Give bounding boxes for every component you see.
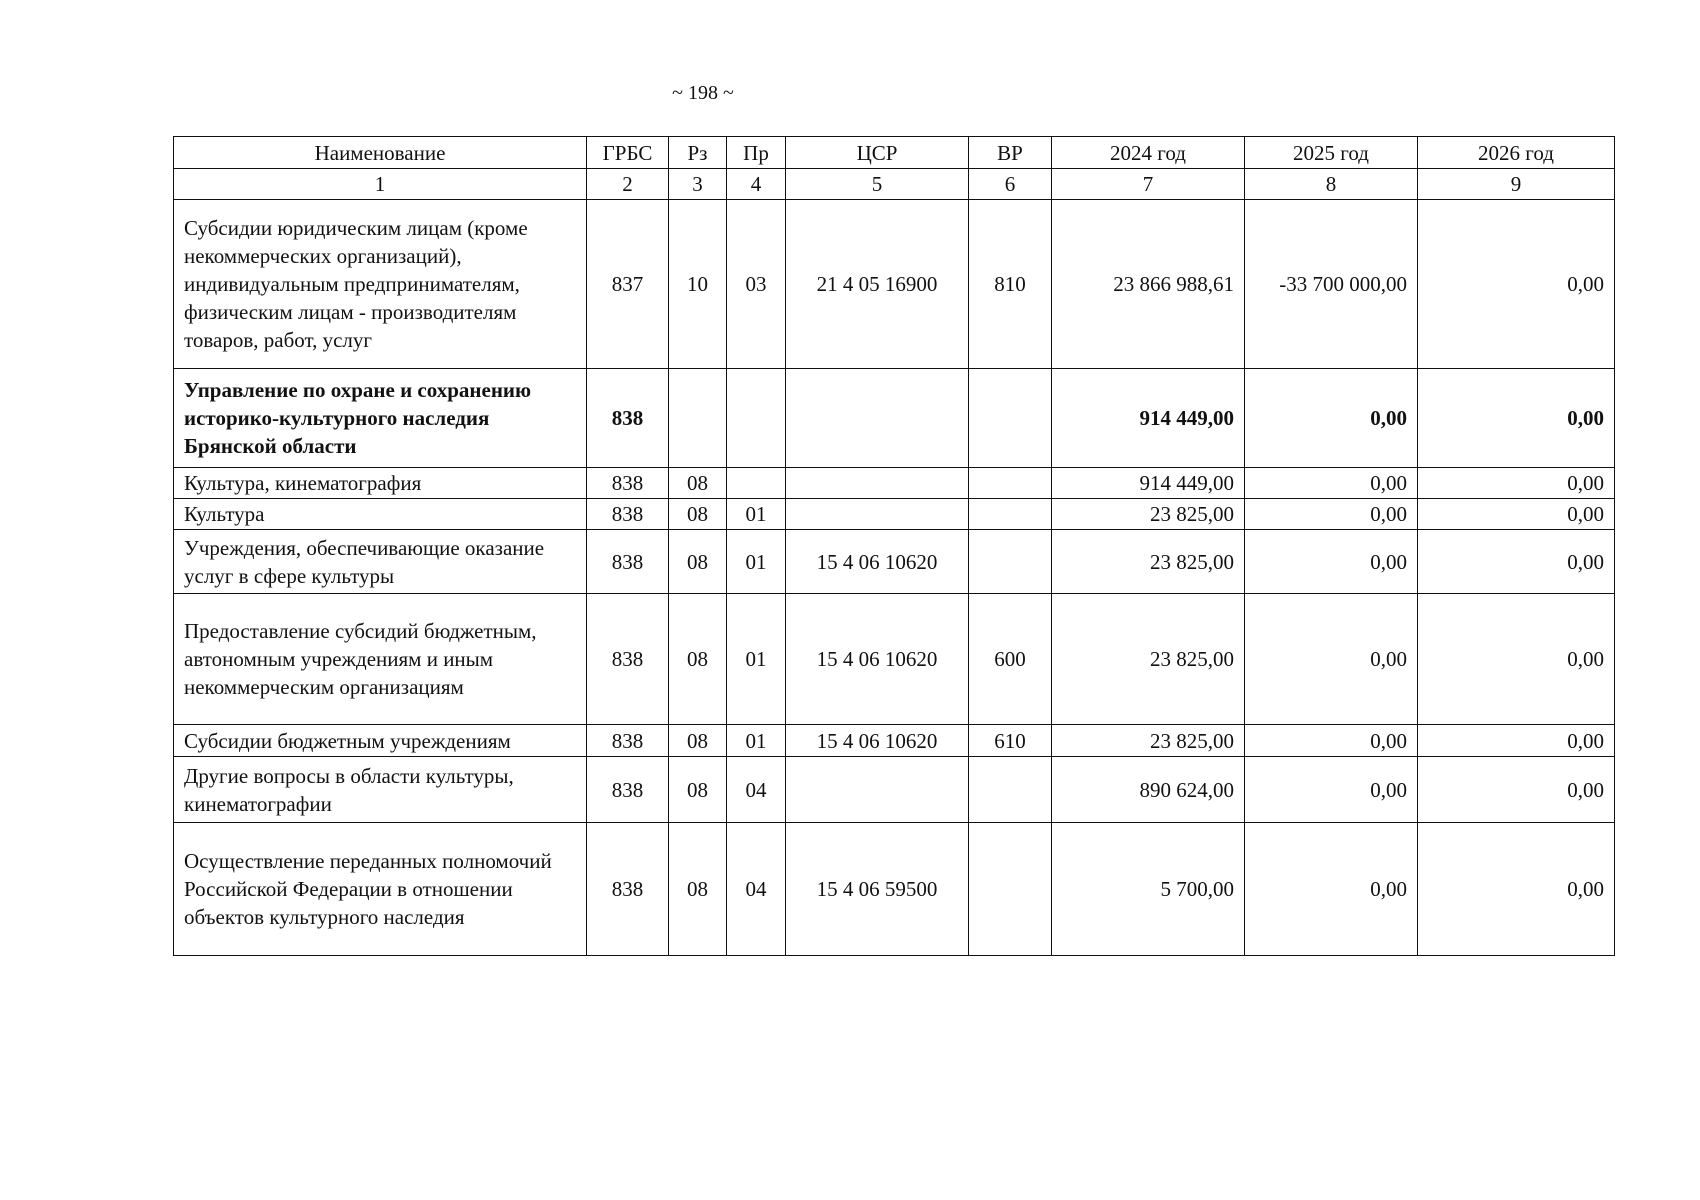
row-name: Субсидии юридическим лицам (кроме некоммерческих организаций), индивидуальным предпринимателям, физическим лицам - производителям товаров, работ, услуг (174, 200, 587, 369)
row-2024: 890 624,00 (1052, 757, 1245, 823)
column-number: 6 (969, 169, 1052, 200)
row-2026: 0,00 (1418, 200, 1615, 369)
table-row (174, 530, 1615, 594)
row-2024: 23 825,00 (1052, 499, 1245, 530)
row-name: Субсидии бюджетным учреждениям (174, 725, 587, 757)
row-name: Управление по охране и сохранению историко-культурного наследия Брянской области (174, 369, 587, 468)
row-2025: 0,00 (1245, 530, 1418, 594)
row-csr (786, 757, 969, 823)
row-name: Предоставление субсидий бюджетным, автономным учреждениям и иным некоммерческим организациям (174, 594, 587, 725)
header-pr: Пр (727, 137, 786, 169)
header-csr: ЦСР (786, 137, 969, 169)
column-number: 5 (786, 169, 969, 200)
row-grbs: 838 (587, 823, 669, 956)
row-2026: 0,00 (1418, 823, 1615, 956)
table-row (174, 757, 1615, 823)
row-2026: 0,00 (1418, 594, 1615, 725)
row-2024: 23 825,00 (1052, 725, 1245, 757)
column-number: 4 (727, 169, 786, 200)
row-rz: 08 (669, 757, 727, 823)
column-number: 3 (669, 169, 727, 200)
row-rz: 08 (669, 530, 727, 594)
row-2026: 0,00 (1418, 725, 1615, 757)
row-rz: 08 (669, 499, 727, 530)
row-2024: 23 866 988,61 (1052, 200, 1245, 369)
row-rz: 08 (669, 725, 727, 757)
row-rz: 08 (669, 823, 727, 956)
row-grbs: 838 (587, 757, 669, 823)
row-vr (969, 530, 1052, 594)
row-vr (969, 757, 1052, 823)
row-csr: 15 4 06 10620 (786, 725, 969, 757)
row-2025: 0,00 (1245, 757, 1418, 823)
column-number: 8 (1245, 169, 1418, 200)
row-pr (727, 468, 786, 499)
row-2025: 0,00 (1245, 594, 1418, 725)
row-csr (786, 468, 969, 499)
column-number: 9 (1418, 169, 1615, 200)
row-vr: 610 (969, 725, 1052, 757)
row-2026: 0,00 (1418, 499, 1615, 530)
row-name: Другие вопросы в области культуры, кинематографии (174, 757, 587, 823)
row-2025: 0,00 (1245, 369, 1418, 468)
table-row (174, 594, 1615, 725)
column-number-row (174, 169, 1615, 200)
row-csr: 15 4 06 10620 (786, 530, 969, 594)
row-rz: 08 (669, 468, 727, 499)
header-2026: 2026 год (1418, 137, 1615, 169)
column-number: 7 (1052, 169, 1245, 200)
row-rz: 10 (669, 200, 727, 369)
row-2025: 0,00 (1245, 725, 1418, 757)
row-pr: 01 (727, 594, 786, 725)
row-2025: 0,00 (1245, 823, 1418, 956)
row-2024: 23 825,00 (1052, 594, 1245, 725)
row-pr: 04 (727, 823, 786, 956)
row-2024: 23 825,00 (1052, 530, 1245, 594)
header-2024: 2024 год (1052, 137, 1245, 169)
row-name: Культура (174, 499, 587, 530)
column-number: 1 (174, 169, 587, 200)
row-pr: 04 (727, 757, 786, 823)
table-row (174, 499, 1615, 530)
header-row (174, 137, 1615, 169)
row-pr: 03 (727, 200, 786, 369)
row-csr (786, 369, 969, 468)
row-pr: 01 (727, 725, 786, 757)
row-name: Учреждения, обеспечивающие оказание услуг в сфере культуры (174, 530, 587, 594)
budget-table (173, 136, 1615, 956)
row-grbs: 837 (587, 200, 669, 369)
row-vr: 600 (969, 594, 1052, 725)
row-grbs: 838 (587, 499, 669, 530)
row-vr (969, 823, 1052, 956)
table-row (174, 725, 1615, 757)
row-2026: 0,00 (1418, 468, 1615, 499)
row-vr: 810 (969, 200, 1052, 369)
row-pr (727, 369, 786, 468)
row-2024: 914 449,00 (1052, 369, 1245, 468)
row-grbs: 838 (587, 530, 669, 594)
row-pr: 01 (727, 499, 786, 530)
header-name: Наименование (174, 137, 587, 169)
row-grbs: 838 (587, 725, 669, 757)
row-rz: 08 (669, 594, 727, 725)
header-2025: 2025 год (1245, 137, 1418, 169)
row-csr: 15 4 06 10620 (786, 594, 969, 725)
row-2025: 0,00 (1245, 468, 1418, 499)
row-2026: 0,00 (1418, 530, 1615, 594)
table-row (174, 468, 1615, 499)
row-name: Культура, кинематография (174, 468, 587, 499)
row-2026: 0,00 (1418, 369, 1615, 468)
row-2024: 914 449,00 (1052, 468, 1245, 499)
row-grbs: 838 (587, 468, 669, 499)
table-row (174, 369, 1615, 468)
row-csr (786, 499, 969, 530)
header-rz: Рз (669, 137, 727, 169)
table-row (174, 200, 1615, 369)
row-2026: 0,00 (1418, 757, 1615, 823)
table-row (174, 823, 1615, 956)
row-vr (969, 468, 1052, 499)
row-2025: -33 700 000,00 (1245, 200, 1418, 369)
column-number: 2 (587, 169, 669, 200)
header-grbs: ГРБС (587, 137, 669, 169)
row-grbs: 838 (587, 594, 669, 725)
row-vr (969, 499, 1052, 530)
row-rz (669, 369, 727, 468)
page-number: ~ 198 ~ (672, 82, 734, 104)
row-2025: 0,00 (1245, 499, 1418, 530)
row-2024: 5 700,00 (1052, 823, 1245, 956)
row-name: Осуществление переданных полномочий Российской Федерации в отношении объектов культурного наследия (174, 823, 587, 956)
row-grbs: 838 (587, 369, 669, 468)
row-vr (969, 369, 1052, 468)
row-csr: 15 4 06 59500 (786, 823, 969, 956)
row-pr: 01 (727, 530, 786, 594)
header-vr: ВР (969, 137, 1052, 169)
row-csr: 21 4 05 16900 (786, 200, 969, 369)
